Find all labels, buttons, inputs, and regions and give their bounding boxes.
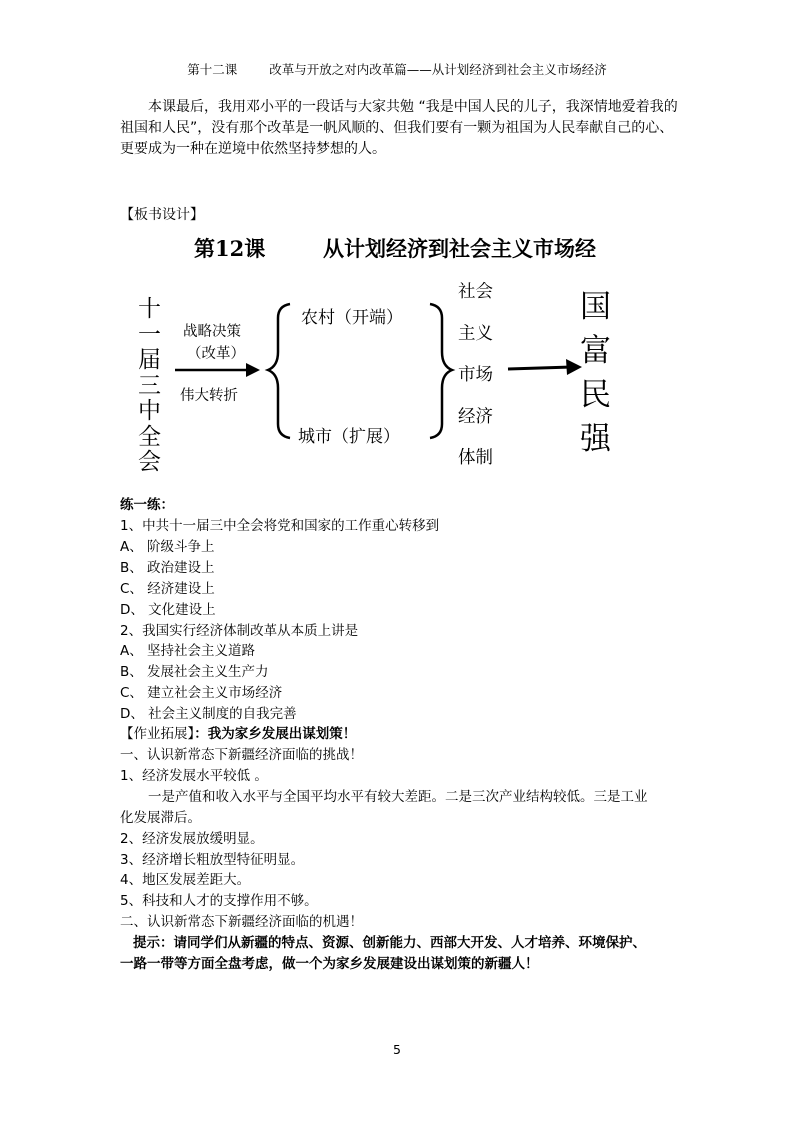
hint-line-1: 提示：请同学们从新疆的特点、资源、创新能力、西部大开发、人才培养、环境保护、 xyxy=(133,935,646,951)
homework-item-1-detail-1: 一是产值和收入水平与全国平均水平有较大差距。二是三次产业结构较低。三是工业 xyxy=(148,789,648,805)
header-title: 改革与开放之对内改革篇——从计划经济到社会主义市场经济 xyxy=(269,62,607,77)
question-2: 2、我国实行经济体制改革从本质上讲是 xyxy=(120,623,359,639)
meeting-char: 一 xyxy=(138,321,161,348)
meeting-char: 十 xyxy=(138,296,161,322)
homework-heading xyxy=(120,722,356,742)
system-word: 市场 xyxy=(458,365,493,385)
homework-part-1: 一、认识新常态下新疆经济面临的挑战！ xyxy=(120,747,363,763)
q1-option-a: A、 阶级斗争上 xyxy=(120,539,215,555)
result-char: 强 xyxy=(580,421,611,457)
right-arrow-head xyxy=(566,359,582,375)
practice-heading: 练一练： xyxy=(120,497,174,513)
right-brace xyxy=(430,304,452,438)
right-arrow-shaft xyxy=(508,367,572,369)
homework-heading-text: ：我为家乡发展出谋划策！ xyxy=(194,726,357,742)
result-char: 富 xyxy=(580,333,611,369)
homework-item-1: 1、经济发展水平较低 。 xyxy=(120,768,268,784)
meeting-char: 中 xyxy=(138,398,161,424)
homework-part-2: 二、认识新常态下新疆经济面临的机遇！ xyxy=(120,914,363,930)
meeting-char: 届 xyxy=(138,347,161,373)
hint-line-2: 一路一带等方面全盘考虑，做一个为家乡发展建设出谋划策的新疆人！ xyxy=(120,956,539,972)
homework-item-2: 2、经济发展放缓明显。 xyxy=(120,831,264,847)
meeting-char: 三 xyxy=(138,372,161,399)
header-lesson: 第十二课 xyxy=(187,62,238,77)
meeting-char: 会 xyxy=(138,449,161,475)
intro-text: 本课最后，我用邓小平的一段话与大家共勉 “我是中国人民的儿子，我深情地爱着我的祖国和人民”，没有那个改革是一帆风顺的、但我们要有一颗为祖国为人民奉献自己的心、更要成为一种在逆境中依然坚持梦想的人。 xyxy=(120,99,678,157)
q2-option-a: A、 坚持社会主义道路 xyxy=(120,643,256,659)
result-char: 国 xyxy=(580,289,611,325)
system-word: 体制 xyxy=(458,448,493,468)
arrow-label-reform: （改革） xyxy=(187,346,245,362)
arrow-label-strategy: 战略决策 xyxy=(183,324,241,340)
brace-item-rural: 农村（开端） xyxy=(301,308,403,328)
meeting-char: 全 xyxy=(138,423,161,450)
result-char: 民 xyxy=(580,377,611,413)
system-word: 社会 xyxy=(458,282,493,302)
board-title-lesson: 第12课 xyxy=(194,236,266,261)
q2-option-d: D、 社会主义制度的自我完善 xyxy=(120,706,297,722)
q1-option-d: D、 文化建设上 xyxy=(120,602,216,618)
board-design-heading: 【板书设计】 xyxy=(120,207,204,223)
arrow-label-turning-point: 伟大转折 xyxy=(180,388,238,404)
brace-item-urban: 城市（扩展） xyxy=(298,427,400,447)
homework-item-4: 4、地区发展差距大。 xyxy=(120,872,251,888)
board-title-text: 从计划经济到社会主义市场经 xyxy=(323,236,596,261)
homework-heading-bracket: 【作业拓展】 xyxy=(120,726,195,742)
q2-option-b: B、 发展社会主义生产力 xyxy=(120,664,269,680)
homework-item-1-detail-2: 化发展滞后。 xyxy=(120,810,201,826)
left-brace xyxy=(268,304,290,438)
left-arrow-head xyxy=(246,363,260,377)
q1-option-b: B、 政治建设上 xyxy=(120,560,215,576)
q2-option-c: C、 建立社会主义市场经济 xyxy=(120,685,283,701)
system-word: 经济 xyxy=(458,406,493,427)
system-word: 主义 xyxy=(458,323,493,344)
homework-item-5: 5、科技和人才的支撑作用不够。 xyxy=(120,893,318,909)
homework-item-3: 3、经济增长粗放型特征明显。 xyxy=(120,852,305,868)
question-1: 1、中共十一届三中全会将党和国家的工作重心转移到 xyxy=(120,518,440,534)
q1-option-c: C、 经济建设上 xyxy=(120,581,215,597)
page-number: 5 xyxy=(393,1042,401,1057)
